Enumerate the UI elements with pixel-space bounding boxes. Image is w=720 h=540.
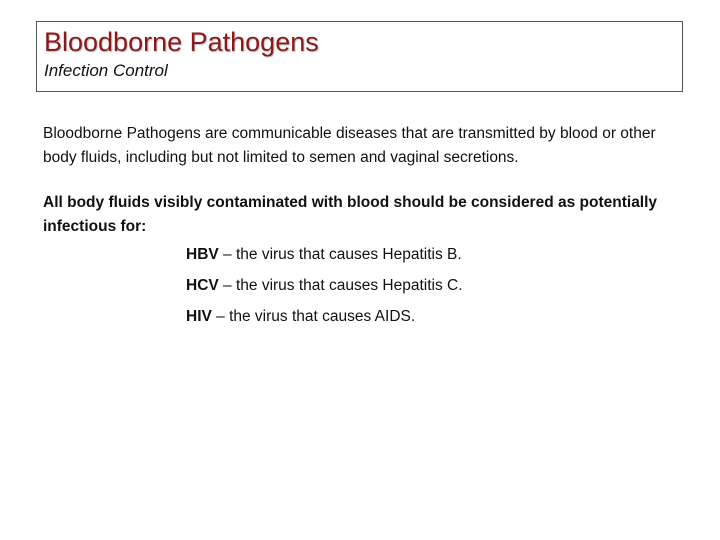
- virus-abbr: HCV: [186, 277, 219, 294]
- virus-description: – the virus that causes AIDS.: [211, 308, 416, 325]
- virus-description: – the virus that causes Hepatitis C.: [218, 277, 463, 294]
- virus-abbr: HBV: [186, 246, 219, 263]
- virus-item-hcv: [186, 274, 683, 298]
- slide-content: [43, 122, 683, 336]
- warning-paragraph: All body fluids visibly contaminated with blood should be considered as potentially infectious for:: [43, 194, 658, 235]
- intro-paragraph: Bloodborne Pathogens are communicable diseases that are transmitted by blood or other body fluids, including but not limited to semen and vaginal secretions.: [43, 125, 656, 166]
- virus-description: – the virus that causes Hepatitis B.: [218, 246, 462, 263]
- slide-title: Bloodborne Pathogens: [44, 27, 319, 57]
- virus-abbr: HIV: [186, 308, 212, 325]
- virus-list: [43, 243, 683, 329]
- virus-item-hbv: [186, 243, 683, 267]
- slide-subtitle: Infection Control: [44, 61, 168, 80]
- virus-item-hiv: [186, 305, 683, 329]
- title-box: [36, 21, 683, 92]
